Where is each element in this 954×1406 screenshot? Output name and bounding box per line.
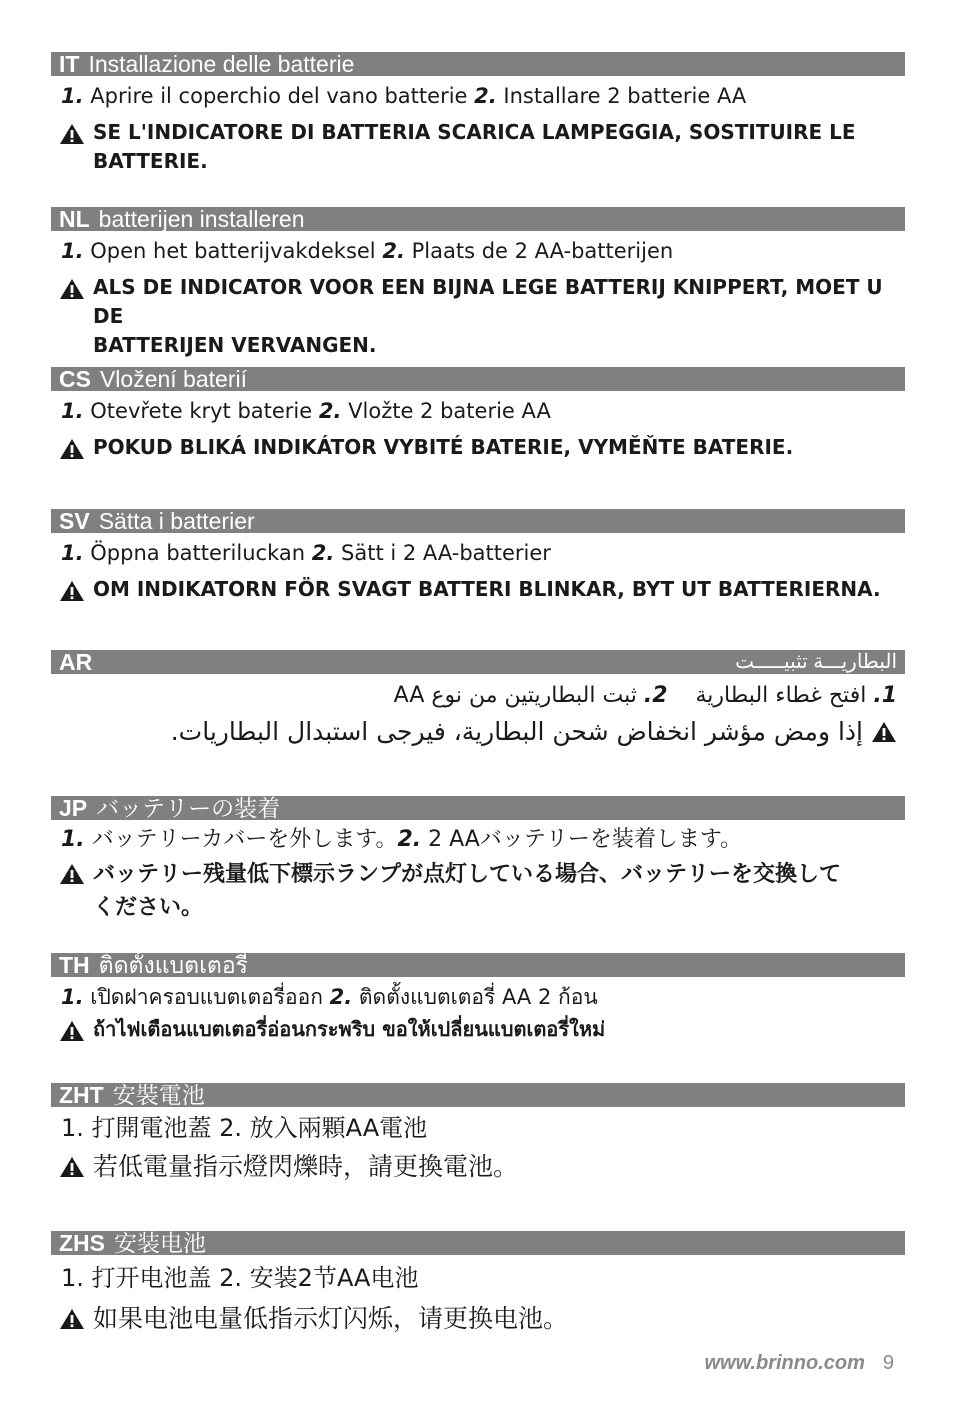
section-title: batterijen installeren xyxy=(98,207,305,231)
instruction-steps xyxy=(61,539,905,567)
instruction-steps: 1. 打开电池盖 2. 安装2节AA电池 xyxy=(61,1264,419,1292)
step-number: 1. xyxy=(61,985,84,1009)
step-number: 2. xyxy=(643,683,668,708)
warning-triangle-icon xyxy=(59,863,85,885)
step-text: Plaats de 2 AA-batterijen xyxy=(411,239,674,263)
section-title: バッテリーの装着 xyxy=(96,796,281,820)
step-number: 2. xyxy=(382,239,405,263)
section-title: Sätta i batterier xyxy=(98,509,255,533)
step-text: バッテリーカバーを外します。 xyxy=(91,827,398,852)
warning xyxy=(59,858,905,924)
warning xyxy=(59,118,905,176)
instruction-steps xyxy=(61,824,905,856)
step-text: Aprire il coperchio del vano batterie xyxy=(90,84,468,108)
step-number: 1. xyxy=(61,239,84,263)
warning-text: ALS DE INDICATOR VOOR EEN BIJNA LEGE BATTERIJ KNIPPERT, MOET U DE xyxy=(93,275,883,328)
warning xyxy=(59,433,905,462)
language-code: ZHT xyxy=(59,1083,104,1107)
step-number: 1. xyxy=(61,399,84,423)
step-number: 2. xyxy=(397,827,422,852)
warning xyxy=(59,1015,905,1044)
instruction-steps xyxy=(51,682,897,710)
section-it xyxy=(51,52,905,176)
step-text: Open het batterijvakdeksel xyxy=(90,239,376,263)
instruction-steps xyxy=(61,237,905,265)
warning-triangle-icon xyxy=(59,580,85,602)
section-header xyxy=(51,1083,905,1107)
step-number: 2. xyxy=(329,985,353,1009)
section-header xyxy=(51,207,905,231)
language-code: JP xyxy=(59,796,88,820)
section-sv xyxy=(51,509,905,604)
language-code: CS xyxy=(59,367,91,391)
step-text: Sätt i 2 AA-batterier xyxy=(341,541,551,565)
step-text: Vložte 2 baterie AA xyxy=(348,399,551,423)
step-text: Otevřete kryt baterie xyxy=(90,399,313,423)
instruction-steps xyxy=(61,397,905,425)
warning xyxy=(59,575,905,604)
language-code: ZHS xyxy=(59,1231,105,1255)
warning-text: BATTERIE. xyxy=(93,149,208,173)
warning-text: バッテリー残量低下標示ランプが点灯している場合、バッテリーを交換して xyxy=(93,862,842,887)
step-number: 2. xyxy=(318,399,342,423)
step-text: เปิดฝาครอบแบตเตอรี่ออก xyxy=(90,985,323,1009)
warning-triangle-icon xyxy=(871,721,897,743)
section-header xyxy=(51,367,905,391)
language-code: AR xyxy=(59,650,93,674)
section-title: ติดตั้งแบตเตอรี xyxy=(98,953,249,977)
website-link[interactable]: www.brinno.com xyxy=(704,1352,865,1374)
warning-triangle-icon xyxy=(59,1156,85,1178)
warning xyxy=(59,1149,905,1185)
instruction-steps xyxy=(61,82,905,110)
section-zhs xyxy=(51,1231,905,1337)
language-code: TH xyxy=(59,953,90,977)
warning xyxy=(51,714,897,750)
step-text: ติดตั้งแบตเตอรี่ AA 2 ก้อน xyxy=(358,985,598,1009)
warning-text: POKUD BLIKÁ INDIKÁTOR VYBITÉ BATERIE, VYMĚŇTE BATERIE. xyxy=(93,435,794,459)
step-number: 1. xyxy=(61,827,85,852)
language-code: NL xyxy=(59,207,90,231)
warning-text: OM INDIKATORN FÖR SVAGT BATTERI BLINKAR, BYT UT BATTERIERNA. xyxy=(93,577,881,601)
section-cs xyxy=(51,367,905,462)
section-header xyxy=(51,509,905,533)
section-header xyxy=(51,52,905,76)
step-number: 1. xyxy=(873,683,897,708)
step-text: Öppna batteriluckan xyxy=(90,541,306,565)
section-title: Vložení baterií xyxy=(99,367,247,391)
warning-triangle-icon xyxy=(59,1020,85,1042)
step-number: 2. xyxy=(311,541,335,565)
page-number: 9 xyxy=(882,1352,894,1374)
section-title: Installazione delle batterie xyxy=(88,52,355,76)
warning-text: 如果电池电量低指示灯闪烁，请更换电池。 xyxy=(93,1304,569,1333)
step-number: 2. xyxy=(474,84,497,108)
section-zht xyxy=(51,1083,905,1185)
instruction-steps: 1. 打開電池蓋 2. 放入兩顆AA電池 xyxy=(61,1114,428,1142)
warning-text: SE L'INDICATORE DI BATTERIA SCARICA LAMPEGGIA, SOSTITUIRE LE xyxy=(93,120,856,144)
language-code: SV xyxy=(59,509,90,533)
section-ar xyxy=(51,650,905,750)
step-text: افتح غطاء البطارية xyxy=(695,683,867,708)
language-code: IT xyxy=(59,52,80,76)
section-title: 安裝電池 xyxy=(112,1083,205,1107)
section-jp xyxy=(51,796,905,924)
step-text: 2 AAバッテリーを装着します。 xyxy=(428,827,743,852)
step-number: 1. xyxy=(61,84,84,108)
section-header xyxy=(51,953,905,977)
section-header xyxy=(51,1231,905,1255)
step-number: 1. xyxy=(61,541,84,565)
warning-text: إذا ومض مؤشر انخفاض شحن البطارية، فيرجى استبدال البطاريات. xyxy=(170,717,863,746)
warning-text: 若低電量指示燈閃爍時，請更換電池。 xyxy=(93,1152,519,1181)
section-title: البطاريـــة تثبيـــــت xyxy=(735,651,897,673)
warning-text: ください。 xyxy=(93,895,204,920)
step-text: ثبت البطاريتين من نوع AA xyxy=(393,683,637,708)
warning xyxy=(59,1301,905,1337)
warning-text: ถ้าไฟเตือนแบตเตอรี่อ่อนกระพริบ ขอให้เปลี่ยนแบตเตอรี่ใหม่ xyxy=(93,1017,606,1041)
instruction-steps xyxy=(61,983,905,1011)
section-th xyxy=(51,953,905,1044)
warning-triangle-icon xyxy=(59,1308,85,1330)
section-nl xyxy=(51,207,905,360)
warning-triangle-icon xyxy=(59,123,85,145)
warning-triangle-icon xyxy=(59,438,85,460)
section-title: 安装电池 xyxy=(114,1231,206,1255)
warning-triangle-icon xyxy=(59,278,85,300)
section-header xyxy=(51,650,905,674)
warning-text: BATTERIJEN VERVANGEN. xyxy=(93,333,377,357)
page-footer xyxy=(705,1352,895,1375)
warning xyxy=(59,273,905,360)
step-text: Installare 2 batterie AA xyxy=(503,84,747,108)
section-header xyxy=(51,796,905,820)
